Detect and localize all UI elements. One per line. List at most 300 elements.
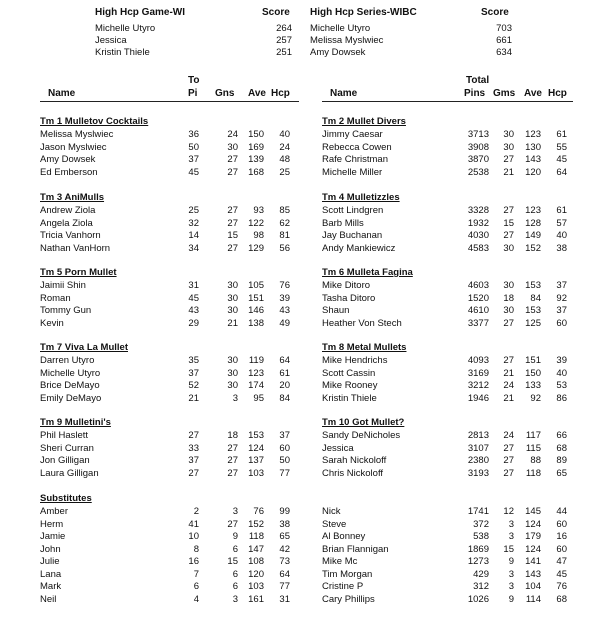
player-average: 119: [248, 355, 264, 366]
player-name: Rafe Christman: [322, 154, 388, 165]
player-total-pins: 538: [473, 531, 489, 542]
player-total-pins: 35: [188, 355, 199, 366]
player-average: 128: [525, 217, 541, 229]
player-total-pins: 27: [188, 430, 199, 441]
player-handicap: 61: [556, 129, 567, 140]
player-average: 76: [253, 506, 264, 517]
player-handicap: 39: [556, 355, 567, 366]
player-total-pins: 36: [188, 129, 199, 140]
player-name: Herm: [40, 518, 64, 530]
player-average: 138: [248, 317, 264, 329]
player-games: 27: [503, 154, 514, 165]
player-name: Kristin Thiele: [322, 392, 377, 404]
player-name: Cary Phillips: [322, 593, 375, 605]
right-header-ave: Ave: [524, 88, 542, 99]
player-total-pins: 32: [188, 217, 199, 229]
player-name: Brice DeMayo: [40, 380, 100, 391]
player-name: Angela Ziola: [40, 217, 93, 229]
player-games: 3: [508, 531, 514, 542]
player-games: 15: [503, 543, 514, 555]
player-name: Sarah Nickoloff: [322, 455, 387, 466]
player-average: 117: [525, 430, 541, 441]
player-handicap: 76: [279, 280, 290, 291]
player-handicap: 92: [556, 292, 567, 304]
player-total-pins: 1026: [467, 593, 489, 605]
player-average: 118: [525, 467, 541, 479]
player-name: Mark: [40, 581, 62, 592]
player-average: 122: [248, 217, 264, 229]
player-handicap: 42: [279, 543, 290, 555]
player-games: 30: [227, 141, 238, 153]
left-header-gms: Gns: [215, 88, 235, 99]
left-team-title: Tm 5 Porn Mullet: [40, 267, 117, 278]
player-games: 24: [227, 129, 238, 140]
player-average: 108: [248, 556, 264, 567]
player-handicap: 68: [556, 593, 567, 605]
player-total-pins: 6: [193, 581, 199, 592]
player-average: 152: [248, 518, 264, 530]
right-team-title: Tm 6 Mulleta Fagina: [322, 267, 413, 278]
high-hcp-game-score: 257: [276, 35, 292, 46]
player-games: 30: [503, 141, 514, 153]
player-average: 124: [525, 543, 541, 555]
high-hcp-game-score: 251: [276, 47, 292, 58]
player-total-pins: 3107: [467, 442, 489, 454]
player-average: 151: [248, 292, 264, 304]
player-total-pins: 25: [188, 205, 199, 216]
player-handicap: 49: [279, 317, 290, 329]
player-handicap: 40: [556, 230, 567, 241]
left-header-rule: [40, 101, 299, 102]
player-games: 18: [227, 430, 238, 441]
player-games: 21: [503, 392, 514, 404]
right-header-gms: Gms: [493, 88, 516, 99]
high-hcp-series-name: Amy Dowsek: [310, 47, 366, 58]
player-handicap: 43: [279, 305, 290, 316]
player-average: 143: [525, 154, 541, 165]
player-average: 153: [525, 280, 541, 291]
player-total-pins: 3908: [467, 141, 489, 153]
player-total-pins: 3328: [467, 205, 489, 216]
player-games: 21: [503, 166, 514, 178]
player-total-pins: 4093: [467, 355, 489, 366]
player-handicap: 24: [279, 141, 290, 153]
player-handicap: 20: [279, 380, 290, 391]
player-total-pins: 3870: [467, 154, 489, 165]
player-handicap: 37: [556, 305, 567, 316]
player-total-pins: 3377: [467, 317, 489, 329]
player-handicap: 77: [279, 581, 290, 592]
right-header-total-bottom: Pins: [464, 88, 486, 99]
player-handicap: 76: [556, 581, 567, 592]
player-games: 6: [232, 543, 238, 555]
high-hcp-game-score: 264: [276, 23, 292, 34]
player-total-pins: 1932: [467, 217, 489, 229]
player-total-pins: 312: [473, 581, 489, 592]
player-total-pins: 8: [193, 543, 199, 555]
player-average: 125: [525, 317, 541, 329]
player-average: 147: [248, 543, 264, 555]
player-games: 30: [503, 129, 514, 140]
player-handicap: 55: [556, 141, 567, 153]
player-average: 123: [525, 129, 541, 140]
player-handicap: 62: [279, 217, 290, 229]
player-name: John: [40, 543, 61, 555]
player-average: 149: [525, 230, 541, 241]
player-name: Tommy Gun: [40, 305, 92, 316]
player-total-pins: 4030: [467, 230, 489, 241]
player-average: 146: [248, 305, 264, 316]
player-average: 139: [248, 154, 264, 165]
player-total-pins: 33: [188, 442, 199, 454]
player-average: 123: [248, 367, 264, 379]
player-average: 124: [248, 442, 264, 454]
player-games: 27: [227, 518, 238, 530]
player-total-pins: 2380: [467, 455, 489, 466]
player-total-pins: 29: [188, 317, 199, 329]
player-name: Sheri Curran: [40, 442, 94, 454]
player-average: 151: [525, 355, 541, 366]
player-name: Scott Lindgren: [322, 205, 384, 216]
player-handicap: 64: [279, 355, 290, 366]
player-total-pins: 43: [188, 305, 199, 316]
player-handicap: 47: [556, 556, 567, 567]
high-hcp-game-name: Michelle Utyro: [95, 23, 156, 34]
player-name: Jimmy Caesar: [322, 129, 383, 140]
player-average: 105: [248, 280, 264, 291]
player-name: Heather Von Stech: [322, 317, 402, 329]
player-average: 150: [525, 367, 541, 379]
player-games: 24: [503, 430, 514, 441]
high-hcp-series-score-label: Score: [481, 7, 509, 18]
player-handicap: 53: [556, 380, 567, 391]
player-games: 30: [503, 242, 514, 254]
player-total-pins: 372: [473, 518, 489, 530]
player-games: 9: [508, 556, 514, 567]
player-average: 153: [525, 305, 541, 316]
player-games: 18: [503, 292, 514, 304]
player-handicap: 60: [556, 518, 567, 530]
high-hcp-game-name: Kristin Thiele: [95, 47, 150, 58]
player-games: 15: [227, 556, 238, 567]
right-team-title: Tm 8 Metal Mullets: [322, 342, 407, 353]
player-name: Mike Hendrichs: [322, 355, 388, 366]
player-handicap: 85: [279, 205, 290, 216]
player-handicap: 40: [556, 367, 567, 379]
player-name: Cristine P: [322, 581, 364, 592]
player-handicap: 48: [279, 154, 290, 165]
right-team-title: Tm 10 Got Mullet?: [322, 417, 405, 428]
player-average: 150: [248, 129, 264, 140]
player-name: Tim Morgan: [322, 568, 373, 580]
player-total-pins: 37: [188, 154, 199, 165]
player-handicap: 44: [556, 506, 567, 517]
player-total-pins: 429: [473, 568, 489, 580]
high-hcp-game-name: Jessica: [95, 35, 127, 46]
player-handicap: 73: [279, 556, 290, 567]
player-handicap: 56: [279, 242, 290, 254]
player-name: Andy Mankiewicz: [322, 242, 396, 254]
player-average: 169: [248, 141, 264, 153]
player-games: 27: [503, 355, 514, 366]
player-average: 133: [525, 380, 541, 391]
player-name: Julie: [40, 556, 60, 567]
player-games: 3: [232, 392, 238, 404]
left-header-name: Name: [48, 88, 76, 99]
player-average: 84: [530, 292, 541, 304]
player-name: Michelle Miller: [322, 166, 383, 178]
player-handicap: 40: [279, 129, 290, 140]
player-name: Tasha Ditoro: [322, 292, 376, 304]
player-total-pins: 34: [188, 242, 199, 254]
player-games: 6: [232, 581, 238, 592]
player-average: 92: [530, 392, 541, 404]
player-name: Andrew Ziola: [40, 205, 96, 216]
player-total-pins: 4603: [467, 280, 489, 291]
player-games: 27: [503, 467, 514, 479]
left-team-title: Tm 3 AniMulls: [40, 192, 105, 203]
player-games: 27: [227, 467, 238, 479]
player-total-pins: 1946: [467, 392, 489, 404]
left-header-ave: Ave: [248, 88, 266, 99]
player-average: 95: [253, 392, 264, 404]
player-name: Amy Dowsek: [40, 154, 96, 165]
player-name: Nathan VanHorn: [40, 242, 111, 254]
player-total-pins: 1869: [467, 543, 489, 555]
player-games: 3: [508, 518, 514, 530]
player-total-pins: 37: [188, 455, 199, 466]
player-total-pins: 1520: [467, 292, 489, 304]
player-average: 143: [525, 568, 541, 580]
player-average: 152: [525, 242, 541, 254]
player-total-pins: 37: [188, 367, 199, 379]
player-games: 30: [503, 305, 514, 316]
player-handicap: 65: [556, 467, 567, 479]
player-games: 3: [232, 506, 238, 517]
player-name: Mike Ditoro: [322, 280, 371, 291]
player-games: 30: [503, 280, 514, 291]
player-handicap: 61: [279, 367, 290, 379]
player-handicap: 39: [279, 292, 290, 304]
player-name: Tricia Vanhorn: [40, 230, 101, 241]
player-average: 103: [248, 581, 264, 592]
player-name: Barb Mills: [322, 217, 364, 229]
player-name: Jay Buchanan: [322, 230, 383, 241]
player-total-pins: 3193: [467, 467, 489, 479]
player-average: 123: [525, 205, 541, 216]
player-name: Mike Mc: [322, 556, 358, 567]
player-name: Laura Gilligan: [40, 467, 99, 479]
player-handicap: 38: [556, 242, 567, 254]
right-header-total-top: Total: [466, 75, 490, 86]
left-team-title: Substitutes: [40, 493, 92, 504]
player-games: 15: [503, 217, 514, 229]
player-games: 30: [227, 280, 238, 291]
left-team-title: Tm 1 Mulletov Cocktails: [40, 116, 149, 127]
player-name: Scott Cassin: [322, 367, 376, 379]
player-handicap: 99: [279, 506, 290, 517]
player-games: 27: [227, 442, 238, 454]
player-name: Steve: [322, 518, 347, 530]
player-handicap: 89: [556, 455, 567, 466]
player-name: Mike Rooney: [322, 380, 378, 391]
player-name: Sandy DeNicholes: [322, 430, 401, 441]
left-header-total-top: To: [188, 75, 200, 86]
high-hcp-game-title: High Hcp Game-WI: [95, 7, 186, 18]
player-handicap: 86: [556, 392, 567, 404]
player-name: Lana: [40, 568, 62, 580]
player-handicap: 81: [279, 230, 290, 241]
player-total-pins: 7: [193, 568, 199, 580]
high-hcp-series-title: High Hcp Series-WIBC: [310, 7, 417, 18]
player-total-pins: 3713: [467, 129, 489, 140]
player-average: 120: [525, 166, 541, 178]
player-name: Darren Utyro: [40, 355, 95, 366]
player-average: 104: [525, 581, 541, 592]
player-games: 30: [227, 355, 238, 366]
player-name: Jamie: [40, 531, 66, 542]
player-total-pins: 45: [188, 292, 199, 304]
player-name: Michelle Utyro: [40, 367, 101, 379]
player-total-pins: 2: [193, 506, 199, 517]
player-average: 93: [253, 205, 264, 216]
player-total-pins: 21: [188, 392, 199, 404]
player-games: 27: [227, 166, 238, 178]
high-hcp-series-score: 661: [496, 35, 512, 46]
player-games: 27: [227, 154, 238, 165]
player-games: 30: [227, 367, 238, 379]
player-name: Phil Haslett: [40, 430, 89, 441]
player-handicap: 60: [279, 442, 290, 454]
player-total-pins: 41: [188, 518, 199, 530]
player-average: 141: [525, 556, 541, 567]
player-handicap: 50: [279, 455, 290, 466]
player-handicap: 64: [279, 568, 290, 580]
player-handicap: 77: [279, 467, 290, 479]
player-average: 124: [525, 518, 541, 530]
player-total-pins: 4: [193, 593, 199, 605]
player-average: 120: [248, 568, 264, 580]
player-average: 103: [248, 467, 264, 479]
player-average: 161: [248, 593, 264, 605]
player-games: 27: [227, 217, 238, 229]
right-team-title: Tm 4 Mulletizzles: [322, 192, 400, 203]
player-games: 15: [227, 230, 238, 241]
player-name: Shaun: [322, 305, 350, 316]
high-hcp-game-score-label: Score: [262, 7, 290, 18]
high-hcp-series-name: Michelle Utyro: [310, 23, 371, 34]
player-games: 21: [503, 367, 514, 379]
player-total-pins: 3212: [467, 380, 489, 391]
player-total-pins: 2538: [467, 166, 489, 178]
player-games: 30: [227, 305, 238, 316]
player-games: 30: [227, 292, 238, 304]
player-average: 88: [530, 455, 541, 466]
player-total-pins: 2813: [467, 430, 489, 441]
high-hcp-series-score: 703: [496, 23, 512, 34]
player-name: Melissa Myslwiec: [40, 129, 114, 140]
player-handicap: 37: [556, 280, 567, 291]
player-total-pins: 14: [188, 230, 199, 241]
player-handicap: 38: [279, 518, 290, 530]
player-games: 3: [232, 593, 238, 605]
player-handicap: 61: [556, 205, 567, 216]
player-total-pins: 27: [188, 467, 199, 479]
player-handicap: 64: [556, 166, 567, 178]
player-games: 27: [227, 242, 238, 254]
player-name: Rebecca Cowen: [322, 141, 392, 153]
player-name: Al Bonney: [322, 531, 366, 542]
player-handicap: 65: [279, 531, 290, 542]
player-name: Jaimii Shin: [40, 280, 86, 291]
player-total-pins: 4610: [467, 305, 489, 316]
left-header-hcp: Hcp: [271, 88, 290, 99]
player-average: 98: [253, 230, 264, 241]
player-name: Jason Myslwiec: [40, 141, 107, 153]
player-games: 3: [508, 568, 514, 580]
player-handicap: 45: [556, 568, 567, 580]
player-total-pins: 31: [188, 280, 199, 291]
player-games: 12: [503, 506, 514, 517]
player-games: 27: [503, 230, 514, 241]
player-games: 30: [227, 380, 238, 391]
right-header-name: Name: [330, 88, 358, 99]
player-name: Kevin: [40, 317, 64, 329]
player-name: Jessica: [322, 442, 354, 454]
player-handicap: 16: [556, 531, 567, 542]
right-header-rule: [322, 101, 573, 102]
player-total-pins: 1273: [467, 556, 489, 567]
player-games: 27: [227, 205, 238, 216]
right-team-title: Tm 2 Mullet Divers: [322, 116, 406, 127]
player-games: 3: [508, 581, 514, 592]
player-average: 115: [525, 442, 541, 454]
player-name: Chris Nickoloff: [322, 467, 384, 479]
player-average: 129: [248, 242, 264, 254]
player-games: 9: [508, 593, 514, 605]
player-total-pins: 3169: [467, 367, 489, 379]
player-games: 6: [232, 568, 238, 580]
high-hcp-series-name: Melissa Myslwiec: [310, 35, 384, 46]
player-name: Jon Gilligan: [40, 455, 90, 466]
player-name: Brian Flannigan: [322, 543, 389, 555]
player-name: Ed Emberson: [40, 166, 98, 178]
player-handicap: 31: [279, 593, 290, 605]
left-header-total-bottom: Pi: [188, 88, 198, 99]
player-games: 21: [227, 317, 238, 329]
player-name: Neil: [40, 593, 57, 605]
player-games: 24: [503, 380, 514, 391]
player-average: 153: [248, 430, 264, 441]
player-total-pins: 1741: [467, 506, 489, 517]
player-average: 145: [525, 506, 541, 517]
player-total-pins: 45: [188, 166, 199, 178]
player-total-pins: 52: [188, 380, 199, 391]
player-name: Roman: [40, 292, 71, 304]
player-games: 27: [227, 455, 238, 466]
player-handicap: 57: [556, 217, 567, 229]
player-handicap: 25: [279, 166, 290, 178]
high-hcp-series-score: 634: [496, 47, 512, 58]
player-name: Emily DeMayo: [40, 392, 102, 404]
player-handicap: 84: [279, 392, 290, 404]
player-total-pins: 4583: [467, 242, 489, 254]
player-handicap: 68: [556, 442, 567, 454]
player-total-pins: 10: [188, 531, 199, 542]
left-team-title: Tm 7 Viva La Mullet: [40, 342, 128, 353]
player-total-pins: 16: [188, 556, 199, 567]
left-team-title: Tm 9 Mulletini's: [40, 417, 111, 428]
